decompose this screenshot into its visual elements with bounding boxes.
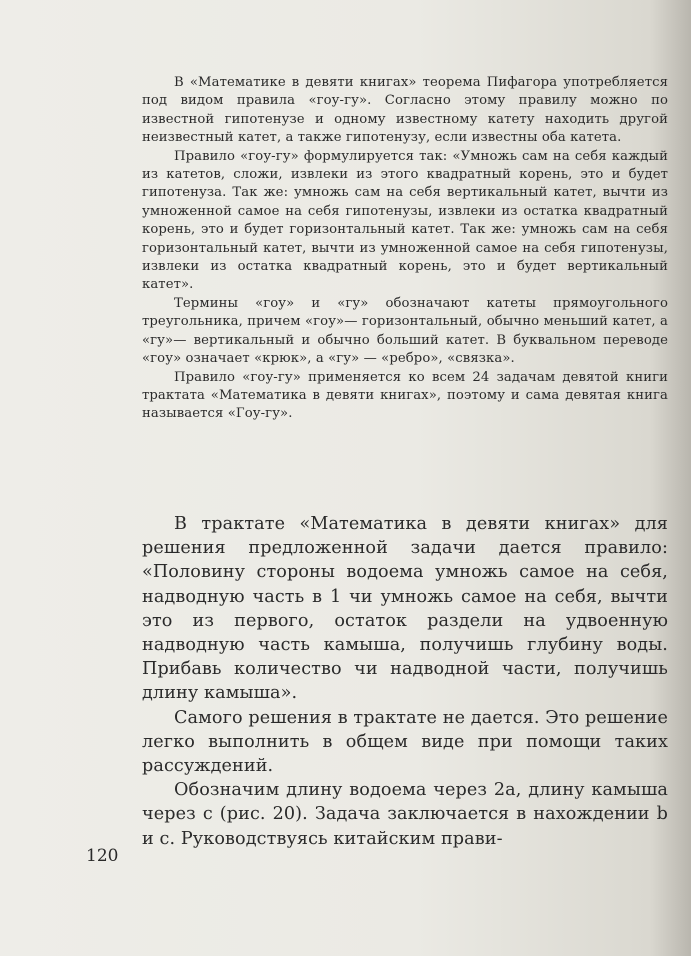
paragraph: В «Математике в девяти книгах» теорема Пифагора употребляется под видом правила «гоу-гу». Согласно этому правилу можно по известной гипотенузе и одному известному катету находить другой неизвестный катет, а также гипотенузу, если известны оба катета.	[142, 75, 668, 146]
paragraph: Правило «гоу-гу» применяется ко всем 24 задачам девятой книги трактата «Математика в девяти книгах», поэтому и сама девятая книга называется «Гоу-гу».	[142, 369, 668, 422]
page-number: 120	[86, 846, 119, 866]
small-print-section	[142, 74, 668, 424]
main-text-section	[142, 512, 668, 851]
paragraph: Термины «гоу» и «гу» обозначают катеты прямоугольного треугольника, причем «гоу»— горизонтальный, обычно меньший катет, а «гу»— вертикальный и обычно больший катет. В буквальном переводе «гоу» означает «крюк», а «гу» — «ребро», «связка».	[142, 295, 668, 367]
paragraph: В трактате «Математика в девяти книгах» для решения предложенной задачи дается правило: «Половину стороны водоема умножь самое на себя, надводную часть в 1 чи умножь самое на себя, вычти это из первого, остаток раздели на удвоенную надводную часть камыша, получишь глубину воды. Прибавь количество чи надводной части, получишь длину камыша».	[142, 514, 668, 704]
paragraph: Самого решения в трактате не дается. Это решение легко выполнить в общем виде при помощи таких рассуждений.	[142, 707, 668, 777]
paragraph: Правило «гоу-гу» формулируется так: «Умножь сам на себя каждый из катетов, сложи, извлеки из этого квадратный корень, это и будет гипотенуза. Так же: умножь сам на себя вертикальный катет, вычти из умноженной самое на себя гипотенузы, извлеки из остатка квадратный корень, это и будет горизонтальный катет. Так же: умножь сам на себя горизонтальный катет, вычти из умноженной самое на себя гипотенузы, извлеки из остатка квадратный корень, это и будет вертикальный катет».	[142, 148, 668, 293]
paragraph: Обозначим длину водоема через 2a, длину камыша через c (рис. 20). Задача заключается в нахождении b и c. Руководствуясь китайским прави-	[142, 780, 668, 849]
